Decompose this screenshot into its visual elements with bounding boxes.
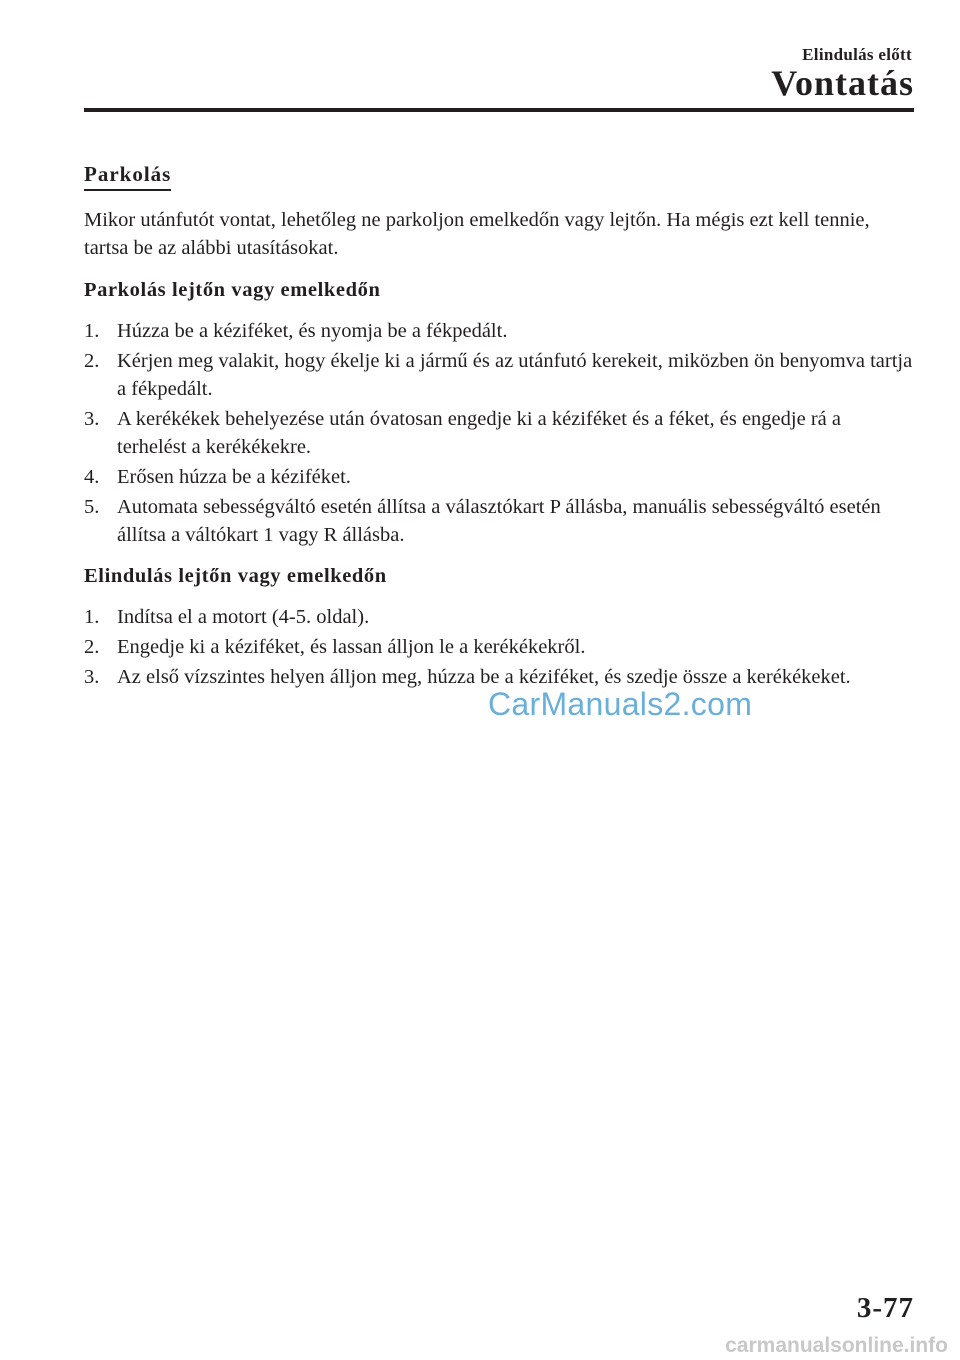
list-item: [84, 347, 914, 403]
footer-site-mark: carmanualsonline.info: [725, 1334, 948, 1357]
step-number: 4.: [84, 466, 100, 488]
page-content: [84, 160, 914, 704]
step-number: 1.: [84, 606, 100, 628]
list-item: [84, 493, 914, 549]
list-item: [84, 317, 914, 345]
list-item: [84, 405, 914, 461]
parking-steps: [84, 317, 914, 549]
section-heading: Parkolás: [84, 160, 171, 191]
starting-steps: [84, 603, 914, 691]
chapter-label: Elindulás előtt: [802, 45, 912, 64]
watermark: CarManuals2.com: [488, 686, 753, 722]
list-item: [84, 463, 914, 491]
step-text: Az első vízszintes helyen álljon meg, húzza be a kéziféket, és szedje össze a kerékékeket.: [117, 666, 851, 688]
step-number: 3.: [84, 408, 100, 430]
step-text: Húzza be a kéziféket, és nyomja be a fékpedált.: [117, 320, 508, 342]
intro-paragraph: Mikor utánfutót vontat, lehetőleg ne parkoljon emelkedőn vagy lejtőn. Ha mégis ezt kell tennie, tartsa be az alábbi utasításokat.: [84, 209, 870, 259]
step-number: 1.: [84, 320, 100, 342]
step-number: 2.: [84, 636, 100, 658]
section-title: Vontatás: [771, 63, 914, 103]
parking-subheading: Parkolás lejtőn vagy emelkedőn: [84, 279, 381, 301]
step-text: Automata sebességváltó esetén állítsa a választókart P állásba, manuális sebességváltó esetén állítsa a váltókart 1 vagy R állásba.: [117, 496, 881, 546]
step-number: 3.: [84, 666, 100, 688]
step-text: Indítsa el a motort (4-5. oldal).: [117, 606, 370, 628]
step-number: 2.: [84, 350, 100, 372]
step-text: A kerékékek behelyezése után óvatosan engedje ki a kéziféket és a féket, és engedje rá a terhelést a kerékékekre.: [117, 408, 841, 458]
list-item: [84, 633, 914, 661]
step-text: Kérjen meg valakit, hogy ékelje ki a jármű és az utánfutó kerekeit, miközben ön benyomva tartja a fékpedált.: [117, 350, 913, 400]
step-text: Engedje ki a kéziféket, és lassan álljon le a kerékékekről.: [117, 636, 586, 658]
step-number: 5.: [84, 496, 100, 518]
starting-subheading: Elindulás lejtőn vagy emelkedőn: [84, 565, 387, 587]
step-text: Erősen húzza be a kéziféket.: [117, 466, 351, 488]
page-number: 3-77: [856, 1292, 914, 1324]
list-item: [84, 603, 914, 631]
header-rule: [84, 108, 914, 112]
